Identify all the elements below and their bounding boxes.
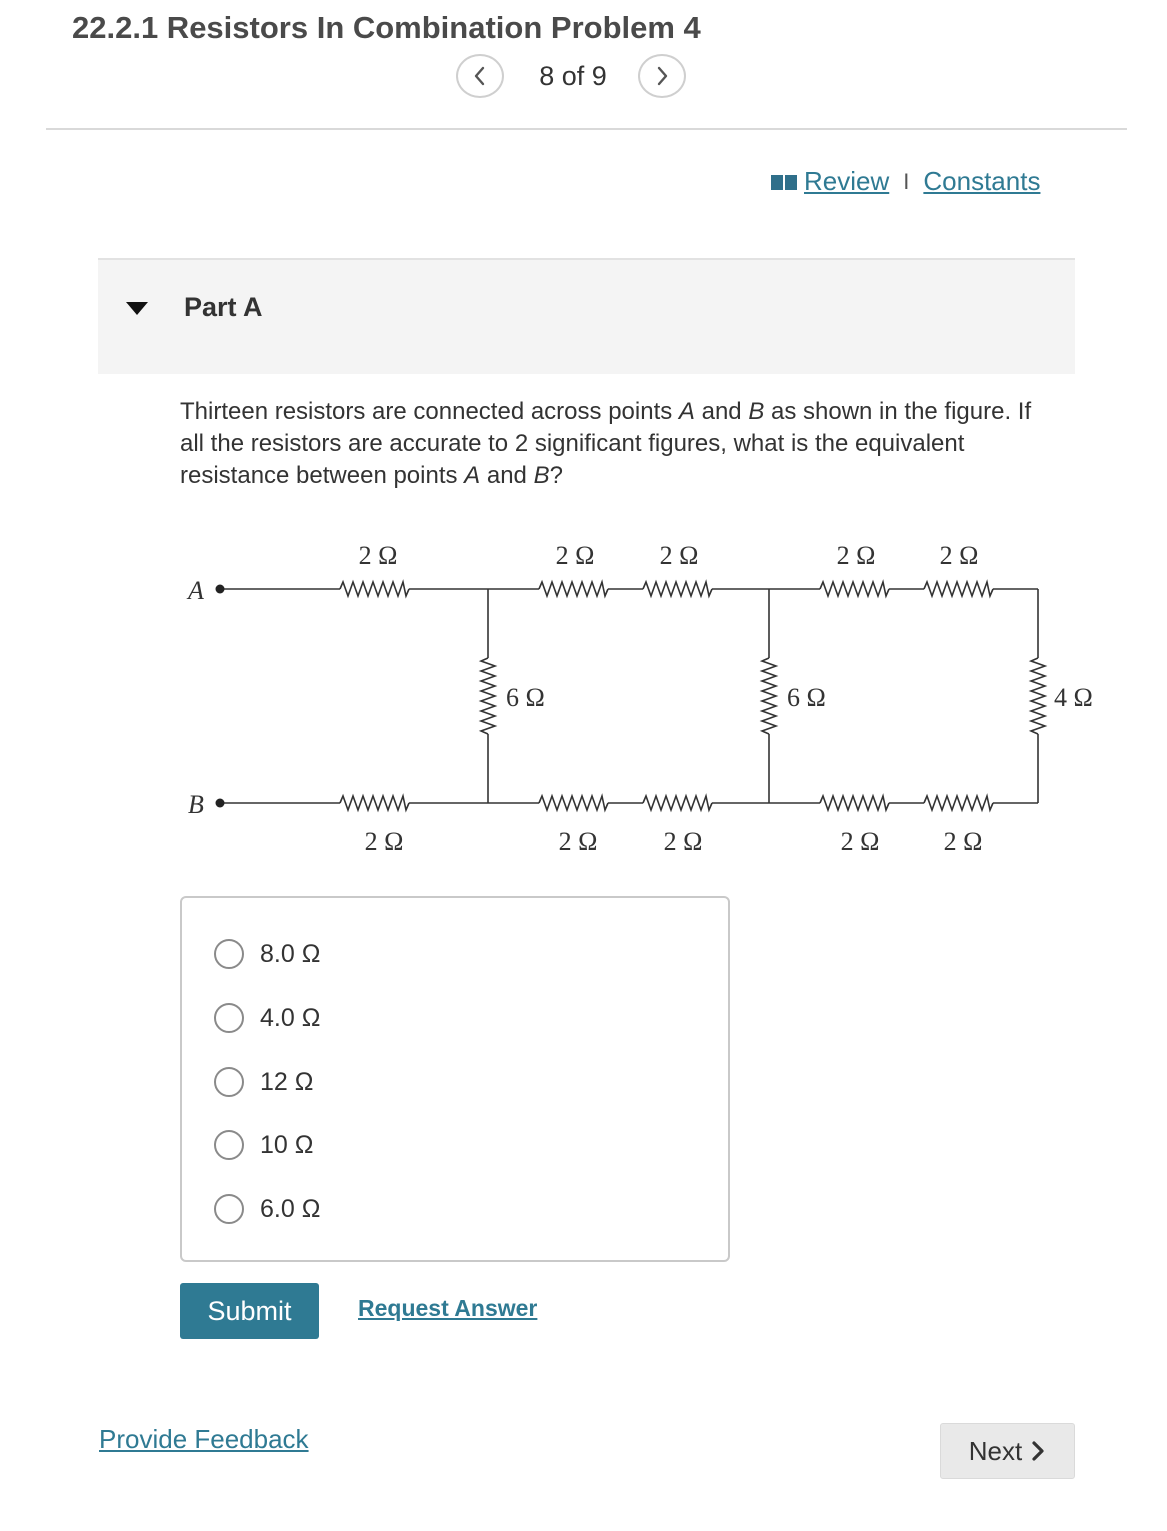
- chevron-right-icon: [1030, 1440, 1046, 1462]
- point-b-label: B: [188, 790, 204, 819]
- choice-label: 10 Ω: [260, 1130, 314, 1159]
- circuit-figure: [180, 530, 1110, 860]
- submit-button[interactable]: Submit: [180, 1283, 319, 1339]
- choice-option[interactable]: [214, 1064, 313, 1100]
- choice-option[interactable]: [214, 1191, 320, 1227]
- review-link[interactable]: Review: [804, 166, 890, 196]
- resistor-bot-5-label: 2 Ω: [943, 827, 983, 856]
- pager-position: 8 of 9: [539, 61, 607, 91]
- caret-down-icon[interactable]: [126, 300, 148, 316]
- choice-label: 12 Ω: [260, 1067, 314, 1096]
- resistor-top-4-label: 2 Ω: [836, 541, 876, 570]
- resistor-bot-1-label: 2 Ω: [364, 827, 404, 856]
- previous-item-button[interactable]: [456, 54, 504, 98]
- question-text: Thirteen resistors are connected across points A and B as shown in the figure. If all the resistors are accurate to 2 significant figures, what is the equivalent resistance between points A and B?: [180, 398, 1032, 489]
- next-item-button[interactable]: [638, 54, 686, 98]
- provide-feedback-link[interactable]: Provide Feedback: [99, 1424, 309, 1454]
- chevron-right-icon: [652, 65, 672, 87]
- resource-links: [770, 166, 1040, 197]
- book-icon: [770, 172, 798, 192]
- resistor-top-5-label: 2 Ω: [939, 541, 979, 570]
- resistor-mid-1-label: 6 Ω: [506, 683, 545, 712]
- links-separator: I: [903, 168, 910, 194]
- choice-label: 8.0 Ω: [260, 939, 321, 968]
- radio-button[interactable]: [214, 1003, 244, 1033]
- resistor-top-2-label: 2 Ω: [555, 541, 595, 570]
- choice-option[interactable]: [214, 1000, 320, 1036]
- next-button[interactable]: [940, 1423, 1075, 1479]
- constants-link[interactable]: Constants: [923, 166, 1041, 196]
- request-answer-link[interactable]: Request Answer: [358, 1295, 538, 1321]
- chevron-left-icon: [470, 65, 490, 87]
- choice-label: 6.0 Ω: [260, 1194, 321, 1223]
- resistor-bot-2-label: 2 Ω: [558, 827, 598, 856]
- radio-button[interactable]: [214, 1194, 244, 1224]
- radio-button[interactable]: [214, 1130, 244, 1160]
- choice-label: 4.0 Ω: [260, 1003, 321, 1032]
- resistor-bot-4-label: 2 Ω: [840, 827, 880, 856]
- part-title: Part A: [184, 292, 263, 322]
- radio-button[interactable]: [214, 1067, 244, 1097]
- resistor-mid-2-label: 6 Ω: [787, 683, 826, 712]
- resistor-mid-3-label: 4 Ω: [1054, 683, 1093, 712]
- point-a-label: A: [188, 576, 204, 605]
- radio-button[interactable]: [214, 939, 244, 969]
- header-divider: [46, 128, 1127, 130]
- answer-choices: [180, 896, 730, 1262]
- resistor-top-1-label: 2 Ω: [358, 541, 398, 570]
- choice-option[interactable]: [214, 936, 320, 972]
- part-a-header[interactable]: [98, 258, 1075, 374]
- resistor-top-3-label: 2 Ω: [659, 541, 699, 570]
- resistor-bot-3-label: 2 Ω: [663, 827, 703, 856]
- pager: [456, 54, 696, 100]
- next-button-label: Next: [968, 1435, 1023, 1466]
- page-title: 22.2.1 Resistors In Combination Problem 4: [72, 10, 701, 45]
- choice-option[interactable]: [214, 1127, 313, 1163]
